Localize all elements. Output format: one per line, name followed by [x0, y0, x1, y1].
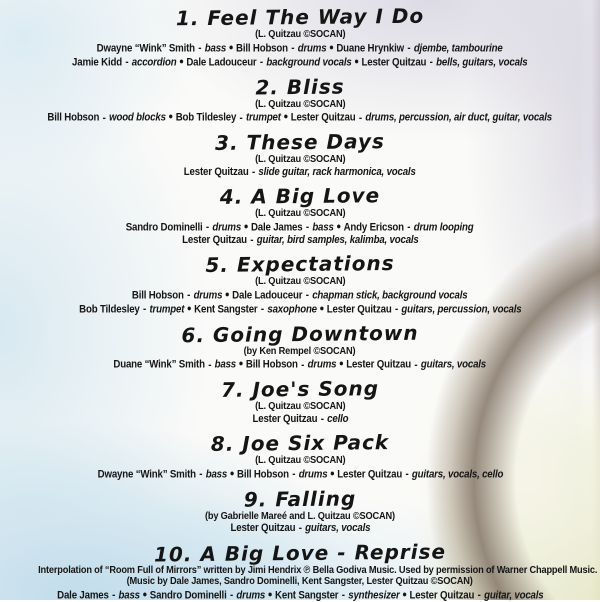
dash-separator: - [247, 233, 256, 246]
attribution-text: (L. Quitzau ©SOCAN) [254, 275, 346, 287]
dash-separator: - [196, 42, 205, 54]
track-title: 3. These Days [214, 129, 386, 155]
credit-instruments: bass [118, 589, 140, 601]
credit-instruments: cello [326, 412, 348, 425]
dash-separator: - [295, 522, 304, 534]
attribution-text: (L. Quitzau ©SOCAN) [254, 28, 346, 40]
track-item [0, 184, 600, 246]
credit-name: Duane Hrynkiw [336, 42, 405, 54]
credit-instruments: drums, percussion, air duct, guitar, vocals [365, 111, 553, 124]
credit-name: Lester Quitzau [230, 522, 295, 534]
track-title: 8. Joe Six Pack [210, 430, 390, 456]
bullet-separator: ● [244, 220, 249, 231]
bullet-separator: ● [186, 302, 192, 313]
track-title: 5. Expectations [205, 251, 395, 277]
track-title: 2. Bliss [255, 74, 345, 99]
credit-name: Bill Hobson [132, 289, 185, 301]
credit-line-content [182, 234, 419, 247]
bullet-separator: ● [354, 55, 360, 66]
credit-instruments: djembe, tambourine [414, 42, 503, 54]
dash-separator: - [405, 221, 414, 233]
bullet-separator: ● [401, 588, 407, 599]
credit-instruments: drums [193, 289, 223, 301]
credit-name: Dwayne “Wink” Smith [97, 42, 196, 54]
track-item [0, 252, 600, 316]
dash-separator: - [338, 589, 348, 601]
credit-line [0, 357, 600, 371]
bullet-separator: ● [319, 302, 324, 313]
dash-separator: - [412, 358, 421, 371]
credit-name: Bill Hobson [236, 42, 289, 54]
credit-line-content [97, 41, 503, 55]
credit-instruments: drums [236, 589, 265, 601]
dash-separator: - [203, 221, 212, 233]
credit-name: Kent Sangster [274, 589, 339, 601]
credit-line [0, 467, 600, 481]
credit-name: Dale Ladouceur [232, 289, 303, 301]
credit-line [0, 302, 600, 316]
credit-name: Lester Quitzau [181, 233, 247, 246]
attribution-text: Interpolation of “Room Full of Mirrors” written by Jimi Hendrix ℗ Bella Godiva Music. Used by permission of Warner Chappell Music. [38, 563, 598, 576]
attribution-text: (by Ken Rempel ©SOCAN) [244, 344, 356, 357]
dash-separator: - [237, 111, 246, 124]
credit-instruments: guitar, bird samples, kalimba, vocals [256, 233, 419, 246]
attribution-text: (L. Quitzau ©SOCAN) [254, 153, 346, 165]
credit-line-content [48, 110, 553, 124]
credit-instruments: bass [205, 42, 227, 54]
bullet-separator: ● [229, 467, 234, 478]
credit-instruments: guitars, vocals [421, 358, 487, 371]
credit-instruments: bass [205, 468, 227, 480]
track-item [0, 5, 600, 69]
dash-separator: - [392, 303, 401, 315]
credit-name: Sandro Dominelli [126, 221, 203, 233]
dash-separator: - [303, 221, 312, 233]
track-title: 4. A Big Love [219, 183, 381, 209]
credit-line [0, 110, 600, 124]
track-attribution [0, 576, 600, 588]
dash-separator: - [303, 289, 312, 301]
credit-name: Kent Sangster [193, 303, 258, 315]
credit-name: Lester Quitzau [291, 111, 356, 124]
credit-name: Lester Quitzau [184, 165, 249, 178]
credit-line [0, 166, 600, 179]
dash-separator: - [109, 589, 118, 601]
dash-separator: - [317, 412, 326, 425]
bullet-separator: ● [229, 41, 234, 52]
credit-name: Lester Quitzau [336, 468, 402, 480]
bullet-separator: ● [142, 588, 147, 599]
dash-separator: - [184, 289, 194, 301]
credit-line [0, 413, 600, 426]
dash-separator: - [249, 165, 258, 178]
dash-separator: - [257, 56, 266, 68]
credit-name: Bill Hobson [236, 468, 289, 480]
credit-instruments: background vocals [266, 56, 352, 68]
credit-line-content [57, 588, 543, 602]
track-title: 7. Joe's Song [220, 376, 380, 402]
credit-name: Dwayne “Wink” Smith [97, 468, 196, 480]
dash-separator: - [289, 468, 298, 480]
credit-instruments: accordion [132, 56, 177, 68]
credit-name: Jamie Kidd [72, 56, 123, 68]
bullet-separator: ● [329, 467, 335, 478]
dash-separator: - [227, 589, 236, 601]
credit-instruments: trumpet [149, 303, 184, 315]
bullet-separator: ● [339, 358, 344, 368]
credit-name: Lester Quitzau [346, 358, 412, 371]
track-title: 9. Falling [243, 485, 357, 512]
track-title: 1. Feel The Way I Do [175, 3, 425, 31]
attribution-text: (L. Quitzau ©SOCAN) [254, 97, 346, 110]
bullet-separator: ● [168, 111, 174, 121]
credit-line [0, 55, 600, 69]
credit-instruments: saxophone [267, 303, 317, 315]
track-item [0, 431, 600, 481]
credit-line-content [230, 522, 370, 535]
credit-line [0, 220, 600, 234]
credit-instruments: guitars, vocals, cello [411, 468, 503, 480]
credit-instruments: wood blocks [109, 111, 167, 124]
credit-instruments: drums [298, 42, 327, 54]
credit-line-content [126, 220, 474, 234]
attribution-text: (by Gabrielle Mareé and L. Quitzau ©SOCAN) [205, 509, 395, 522]
credit-line [0, 41, 600, 55]
attribution-text: (L. Quitzau ©SOCAN) [254, 400, 346, 412]
credit-instruments: drum looping [414, 221, 474, 233]
credit-instruments: drums [212, 221, 242, 233]
credit-instruments: synthesizer [347, 589, 400, 601]
credit-instruments: bass [312, 221, 335, 233]
credit-line [0, 288, 600, 302]
dash-separator: - [405, 42, 414, 54]
credit-line-content [252, 413, 348, 426]
credit-instruments: guitars, vocals [304, 522, 370, 534]
track-title: 10. A Big Love - Reprise [153, 538, 447, 567]
dash-separator: - [205, 358, 215, 371]
credit-line-content [97, 467, 503, 481]
credit-line-content [79, 302, 521, 316]
credit-name: Bill Hobson [246, 358, 299, 371]
dash-separator: - [289, 42, 298, 54]
credit-line-content [72, 55, 527, 69]
dash-separator: - [140, 303, 149, 315]
track-item [0, 377, 600, 425]
credit-instruments: trumpet [246, 111, 282, 124]
track-item [0, 487, 600, 535]
dash-separator: - [298, 358, 308, 371]
credit-instruments: guitar, vocals [483, 589, 544, 601]
credit-instruments: bells, guitars, vocals [436, 56, 528, 68]
bullet-separator: ● [283, 111, 289, 121]
credit-line-content [184, 166, 416, 179]
credit-instruments: bass [214, 358, 237, 371]
credit-line [0, 588, 600, 602]
credit-name: Duane “Wink” Smith [113, 358, 206, 371]
credit-name: Bob Tildesley [176, 111, 237, 124]
credit-line-content [132, 288, 468, 302]
credit-name: Lester Quitzau [409, 589, 474, 601]
credit-name: Lester Quitzau [252, 412, 317, 425]
bullet-separator: ● [267, 588, 273, 599]
credit-line [0, 234, 600, 247]
credit-name: Andy Ericson [343, 221, 405, 233]
attribution-text: (L. Quitzau ©SOCAN) [254, 454, 346, 466]
dash-separator: - [427, 56, 436, 68]
dash-separator: - [258, 303, 267, 315]
bullet-separator: ● [179, 55, 184, 66]
dash-separator: - [100, 111, 109, 124]
credit-name: Dale James [251, 221, 303, 233]
credit-line [0, 522, 600, 535]
track-item [0, 130, 600, 178]
track-item [0, 538, 600, 602]
credit-instruments: slide guitar, rack harmonica, vocals [258, 165, 416, 178]
credit-name: Lester Quitzau [326, 303, 392, 315]
track-list [0, 5, 600, 602]
track-title: 6. Going Downtown [181, 320, 419, 347]
credit-instruments: drums [298, 468, 327, 480]
credit-name: Bill Hobson [47, 111, 100, 124]
bullet-separator: ● [225, 288, 230, 299]
dash-separator: - [196, 468, 205, 480]
track-item [0, 75, 600, 125]
bullet-separator: ● [238, 358, 244, 368]
bullet-separator: ● [336, 220, 342, 231]
bullet-separator: ● [329, 41, 335, 52]
credit-instruments: chapman stick, background vocals [312, 289, 468, 301]
dash-separator: - [123, 56, 132, 68]
track-item [0, 322, 600, 372]
credit-name: Lester Quitzau [361, 56, 427, 68]
credit-name: Bob Tildesley [78, 303, 140, 315]
credit-instruments: guitars, percussion, vocals [401, 303, 522, 315]
credit-name: Sandro Dominelli [149, 589, 227, 601]
dash-separator: - [474, 589, 483, 601]
attribution-text: (Music by Dale James, Sandro Dominelli, Kent Sangster, Lester Quitzau ©SOCAN) [126, 575, 474, 587]
credit-name: Dale James [56, 589, 109, 601]
credit-name: Dale Ladouceur [186, 56, 257, 68]
dash-separator: - [402, 468, 411, 480]
attribution-text: (L. Quitzau ©SOCAN) [254, 207, 346, 219]
credit-line-content [114, 357, 487, 371]
credit-instruments: drums [307, 358, 337, 371]
dash-separator: - [356, 111, 365, 124]
